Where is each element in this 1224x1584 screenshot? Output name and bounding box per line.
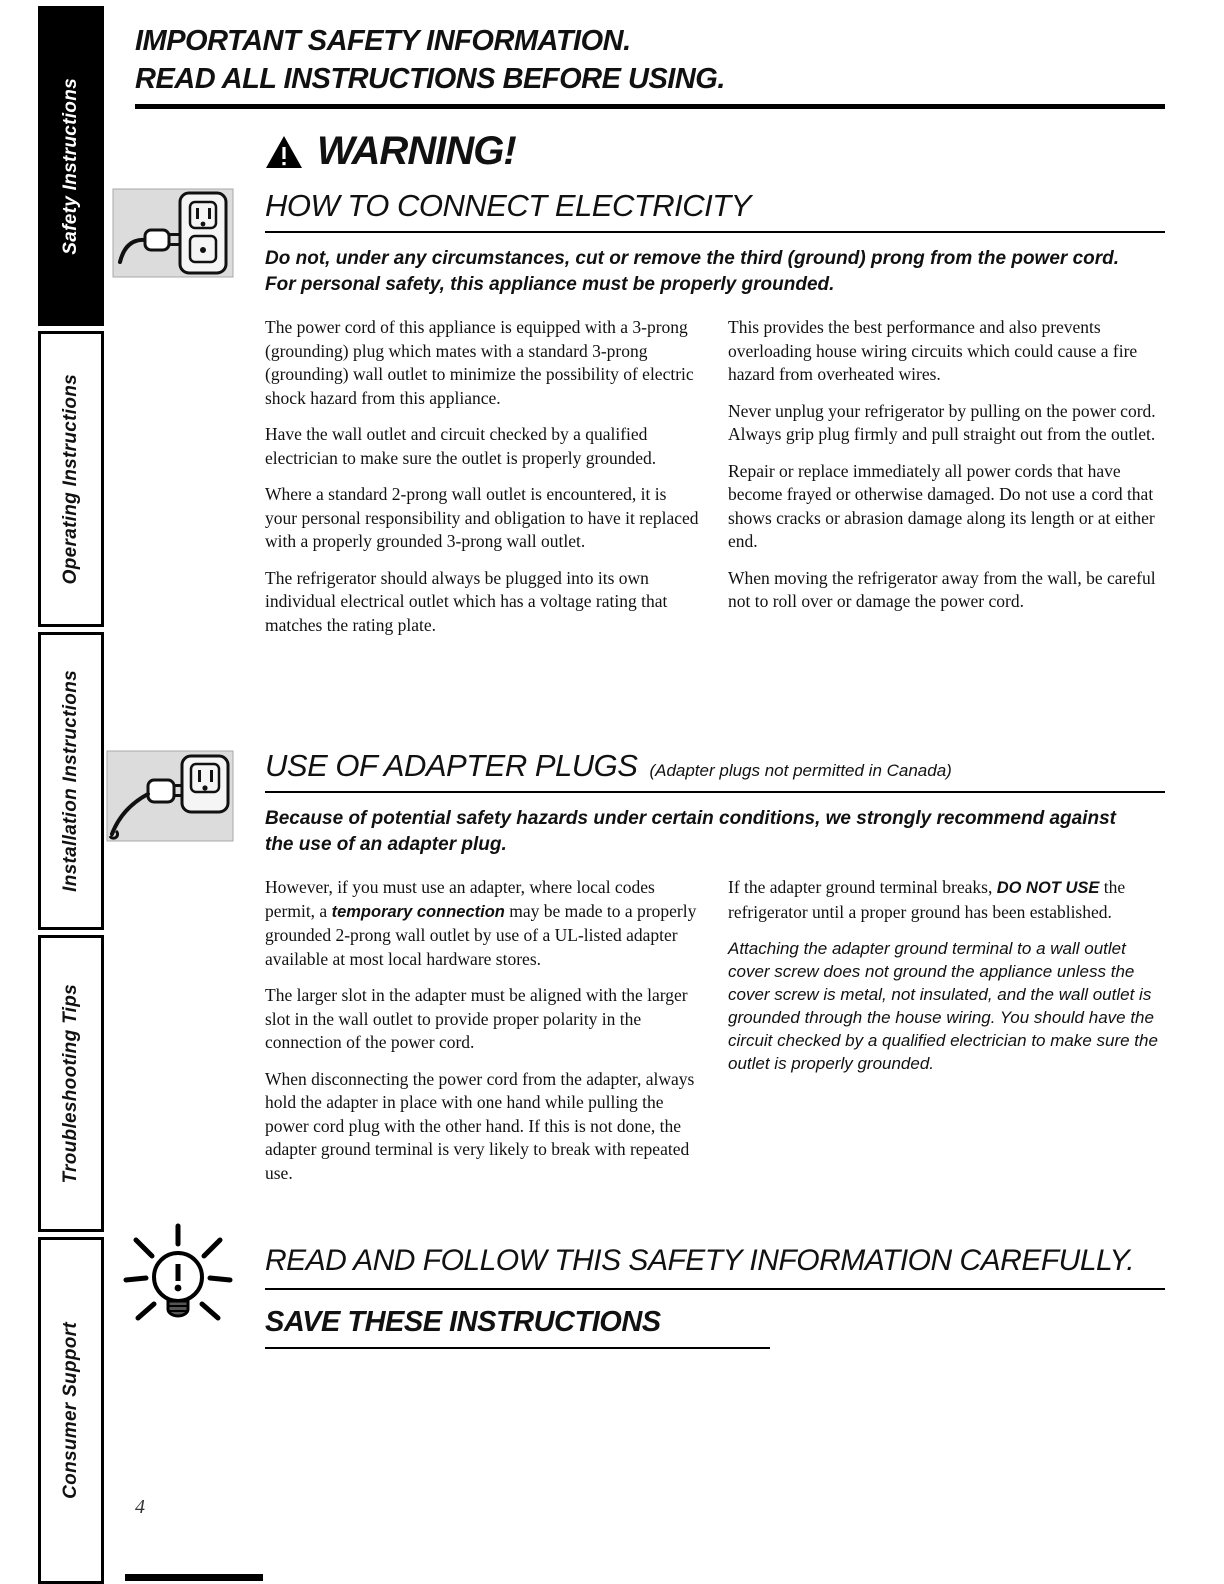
- page-title-line2: READ ALL INSTRUCTIONS BEFORE USING.: [135, 63, 725, 95]
- page-number: 4: [135, 1496, 145, 1518]
- footer-save-instructions-line: SAVE THESE INSTRUCTIONS: [265, 1306, 770, 1349]
- right-column: [728, 876, 1165, 1198]
- section-intro: Do not, under any circumstances, cut or remove the third (ground) prong from the power cord. For personal safety, this appliance must be properly grounded.: [265, 248, 1120, 295]
- footer-read-follow-line: READ AND FOLLOW THIS SAFETY INFORMATION CAREFULLY.: [265, 1244, 1165, 1290]
- text-run: the refrigerator until a proper ground has been established.: [728, 877, 1126, 922]
- warning-triangle-icon: [265, 135, 303, 169]
- paragraph: [265, 876, 702, 971]
- section-title: HOW TO CONNECT ELECTRICITY: [265, 188, 751, 223]
- section-use-of-adapter-plugs: [265, 748, 1165, 1198]
- footer-safety-note: [265, 1244, 1165, 1349]
- sidebar-item-operating-instructions: [38, 331, 104, 627]
- section-how-to-connect-electricity: [265, 188, 1165, 650]
- paragraph: Where a standard 2-prong wall outlet is encountered, it is your personal responsibility and obligation to have it replaced with a properly grounded 3-prong wall outlet.: [265, 484, 699, 551]
- warning-heading: [265, 129, 1165, 174]
- paragraph: This provides the best performance and also prevents overloading house wiring circuits which could cause a fire hazard from overheated wires.: [728, 317, 1138, 384]
- sidebar-item-consumer-support: [38, 1237, 104, 1584]
- warning-label: WARNING!: [317, 129, 516, 173]
- paragraph: When moving the refrigerator away from the wall, be careful not to roll over or damage the power cord.: [728, 567, 1156, 611]
- sidebar-item-label: Operating Instructions: [60, 373, 81, 585]
- italic-note-paragraph: Attaching the adapter ground terminal to a wall outlet cover screw does not ground the appliance unless the cover screw is metal, not insulated, and the wall outlet is grounded through the house wiring. You should have the circuit checked by a qualified electrician to make sure the outlet is properly grounded.: [728, 939, 1158, 1073]
- sidebar-item-label: Troubleshooting Tips: [60, 983, 81, 1184]
- paragraph: Repair or replace immediately all power cords that have become frayed or otherwise damaged. Do not use a cord that shows cracks or abrasion damage along its length or at either end.: [728, 460, 1155, 551]
- header-rule: [135, 104, 1165, 109]
- sidebar-item-installation-instructions: [38, 632, 104, 930]
- paragraph: Never unplug your refrigerator by pulling on the power cord. Always grip plug firmly and pull straight out from the outlet.: [728, 400, 1156, 444]
- section-title: USE OF ADAPTER PLUGS: [265, 748, 638, 783]
- sidebar-item-label: Safety Instructions: [60, 77, 81, 255]
- paragraph: [728, 876, 1165, 924]
- plug-and-outlet-icon: [112, 188, 234, 278]
- sidebar-item-safety-instructions: [38, 6, 104, 326]
- text-run: However, if you must use an adapter, where local codes permit, a: [265, 877, 655, 921]
- alert-lightbulb-icon: [120, 1222, 236, 1338]
- page-title: [135, 22, 1165, 98]
- section-title-note: (Adapter plugs not permitted in Canada): [649, 761, 952, 780]
- left-column: [265, 316, 702, 650]
- emphasis-text: DO NOT USE: [996, 879, 1100, 897]
- text-run: may be made to a properly grounded 2-prong wall outlet by use of a UL-listed adapter available at most local hardware stores.: [265, 900, 697, 969]
- emphasis-text: temporary connection: [331, 902, 505, 921]
- page-title-line1: IMPORTANT SAFETY INFORMATION.: [135, 25, 631, 57]
- paragraph: The refrigerator should always be plugged into its own individual electrical outlet which has a voltage rating that matches the rating plate.: [265, 567, 668, 635]
- sidebar-item-label: Installation Instructions: [60, 670, 81, 892]
- paragraph: When disconnecting the power cord from the adapter, always hold the adapter in place with one hand while pulling the power cord plug with the other hand. If this is not done, the adapter ground terminal is very likely to break with repeated use.: [265, 1068, 695, 1183]
- paragraph: The power cord of this appliance is equipped with a 3-prong (grounding) plug which mates with a standard 3-prong (grounding) wall outlet to minimize the possibility of electric shock hazard from this appliance.: [265, 317, 694, 408]
- text-run: If the adapter ground terminal breaks,: [728, 877, 997, 897]
- page-header: [135, 22, 1165, 174]
- print-registration-mark: [125, 1574, 263, 1581]
- left-column: [265, 876, 702, 1198]
- adapter-plug-icon: [106, 750, 234, 842]
- paragraph: Have the wall outlet and circuit checked by a qualified electrician to make sure the outlet is properly grounded.: [265, 424, 657, 468]
- right-column: [728, 316, 1165, 650]
- section-intro: Because of potential safety hazards under certain conditions, we strongly recommend against the use of an adapter plug.: [265, 808, 1116, 855]
- sidebar-item-troubleshooting-tips: [38, 935, 104, 1232]
- sidebar-item-label: Consumer Support: [60, 1322, 81, 1499]
- paragraph: The larger slot in the adapter must be aligned with the larger slot in the wall outlet to provide proper polarity in the connection of the power cord.: [265, 985, 688, 1052]
